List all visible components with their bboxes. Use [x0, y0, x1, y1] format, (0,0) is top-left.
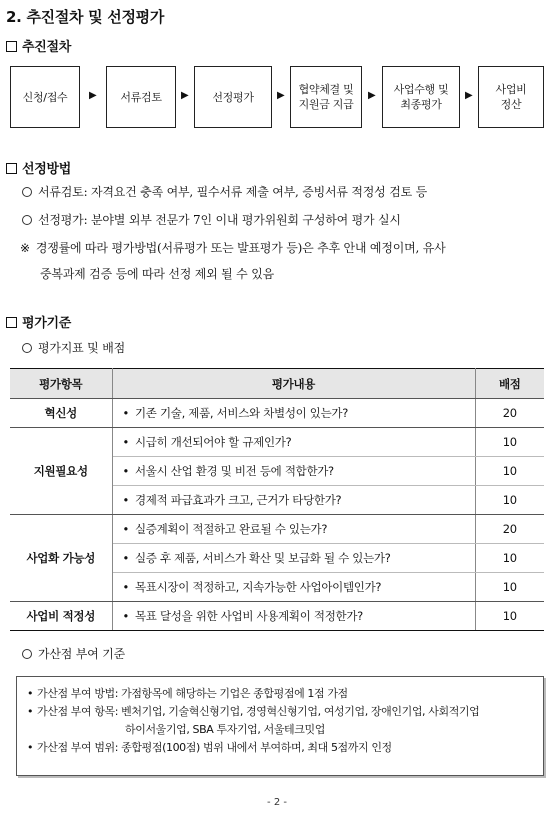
bullet: • — [122, 406, 129, 420]
circle-bullet-icon — [22, 215, 32, 225]
arrow-right-icon: ▶ — [465, 90, 473, 101]
note-text: 경쟁률에 따라 평가방법(서류평가 또는 발표평가 등)은 추후 안내 예정이며, 유사 — [35, 241, 446, 255]
subtitle-text: 평가지표 및 배점 — [38, 341, 125, 355]
step-box-6 — [478, 66, 544, 128]
bonus-box — [16, 676, 544, 776]
table-row — [10, 428, 544, 457]
bullet: • — [122, 464, 129, 478]
criteria-subtitle — [22, 340, 125, 356]
step-box-2 — [106, 66, 176, 128]
criterion — [112, 399, 475, 428]
criterion — [112, 428, 475, 457]
score: 10 — [475, 486, 544, 515]
header-item: 평가항목 — [10, 369, 112, 399]
table-header-row — [10, 369, 544, 399]
step-label: 선정평가 — [212, 90, 254, 104]
table-row — [10, 515, 544, 544]
group-name: 지원필요성 — [10, 428, 112, 515]
bullet: • — [27, 741, 34, 754]
step-box-4 — [290, 66, 362, 128]
bullet: • — [122, 609, 129, 623]
section-criteria-title — [6, 312, 71, 331]
criterion — [112, 573, 475, 602]
section-label: 선정방법 — [22, 162, 72, 177]
step-box-5 — [382, 66, 460, 128]
step-label-2: 최종평가 — [400, 98, 442, 111]
square-bullet-icon — [6, 163, 17, 174]
bonus-text: 가산점 부여 항목: 벤처기업, 기술혁신형기업, 경영혁신형기업, 여성기업, 장애인기업, 사회적기업 — [37, 705, 480, 718]
table-row — [10, 399, 544, 428]
bullet: • — [122, 522, 129, 536]
circle-bullet-icon — [22, 187, 32, 197]
header-content: 평가내용 — [112, 369, 475, 399]
arrow-right-icon: ▶ — [89, 90, 97, 101]
item-text: 서류검토: 자격요건 충족 여부, 필수서류 제출 여부, 증빙서류 적정성 검토 등 — [38, 185, 427, 199]
bonus-text: 가산점 부여 방법: 가점항목에 해당하는 기업은 종합평점에 1점 가점 — [37, 687, 348, 700]
group-name: 사업비 적정성 — [10, 602, 112, 631]
section-label: 추진절차 — [22, 40, 72, 55]
criterion-text: 경제적 파급효과가 크고, 근거가 타당한가? — [134, 493, 342, 507]
bonus-text: 가산점 부여 범위: 종합평점(100점) 범위 내에서 부여하며, 최대 5점까지 인정 — [37, 741, 392, 754]
page-number: - 2 - — [267, 797, 287, 808]
criterion — [112, 515, 475, 544]
bullet: • — [122, 551, 129, 565]
step-label-2: 지원금 지급 — [298, 98, 354, 111]
criterion-text: 실증계획이 적절하고 완료될 수 있는가? — [134, 522, 328, 536]
evaluation-table — [10, 368, 544, 631]
criterion — [112, 602, 475, 631]
score: 10 — [475, 428, 544, 457]
bonus-text-cont: 하이서울기업, SBA 투자기업, 서울테크밋업 — [125, 723, 325, 736]
bonus-title — [22, 646, 125, 662]
bonus-item-2 — [27, 703, 535, 739]
circle-bullet-icon — [22, 343, 32, 353]
bullet: • — [122, 493, 129, 507]
arrow-right-icon: ▶ — [368, 90, 376, 101]
note-mark: ※ — [20, 241, 30, 255]
criterion-text: 서울시 산업 환경 및 비전 등에 적합한가? — [134, 464, 334, 478]
step-label: 사업수행 및 — [393, 83, 449, 96]
group-name: 사업화 가능성 — [10, 515, 112, 602]
criterion — [112, 486, 475, 515]
page-heading: 2. 추진절차 및 선정평가 — [6, 8, 165, 26]
criterion-text: 목표 달성을 위한 사업비 사용계획이 적정한가? — [134, 609, 363, 623]
bullet: • — [27, 687, 34, 700]
selection-item-1 — [22, 184, 427, 200]
bonus-title-text: 가산점 부여 기준 — [38, 647, 125, 661]
criterion — [112, 457, 475, 486]
criterion-text: 시급히 개선되어야 할 규제인가? — [134, 435, 292, 449]
criterion-text: 목표시장이 적정하고, 지속가능한 사업아이템인가? — [134, 580, 382, 594]
bullet: • — [122, 580, 129, 594]
step-box-1 — [10, 66, 80, 128]
step-label: 협약체결 및 — [298, 83, 354, 96]
criterion-text: 실증 후 제품, 서비스가 확산 및 보급화 될 수 있는가? — [134, 551, 391, 565]
section-procedure-title — [6, 36, 71, 55]
arrow-right-icon: ▶ — [277, 90, 285, 101]
group-name: 혁신성 — [10, 399, 112, 428]
score: 10 — [475, 457, 544, 486]
header-score: 배점 — [475, 369, 544, 399]
score: 20 — [475, 515, 544, 544]
step-label: 사업비 — [495, 83, 527, 96]
table-row — [10, 602, 544, 631]
step-label: 서류검토 — [120, 90, 162, 104]
selection-note-cont: 중복과제 검증 등에 따라 선정 제외 될 수 있음 — [40, 267, 274, 281]
bonus-item-1 — [27, 685, 535, 703]
circle-bullet-icon — [22, 649, 32, 659]
selection-item-2 — [22, 212, 401, 228]
procedure-flow — [10, 66, 544, 128]
square-bullet-icon — [6, 41, 17, 52]
score: 10 — [475, 573, 544, 602]
bullet: • — [27, 705, 34, 718]
section-label: 평가기준 — [22, 316, 72, 331]
criterion — [112, 544, 475, 573]
score: 20 — [475, 399, 544, 428]
step-label-2: 정산 — [500, 98, 522, 111]
arrow-right-icon: ▶ — [181, 90, 189, 101]
step-label: 신청/접수 — [22, 90, 68, 104]
square-bullet-icon — [6, 317, 17, 328]
bullet: • — [122, 435, 129, 449]
score: 10 — [475, 602, 544, 631]
step-box-3 — [194, 66, 272, 128]
score: 10 — [475, 544, 544, 573]
section-selection-title — [6, 158, 71, 177]
bonus-item-3 — [27, 739, 535, 757]
criterion-text: 기존 기술, 제품, 서비스와 차별성이 있는가? — [134, 406, 349, 420]
selection-note — [20, 240, 446, 256]
item-text: 선정평가: 분야별 외부 전문가 7인 이내 평가위원회 구성하여 평가 실시 — [38, 213, 401, 227]
